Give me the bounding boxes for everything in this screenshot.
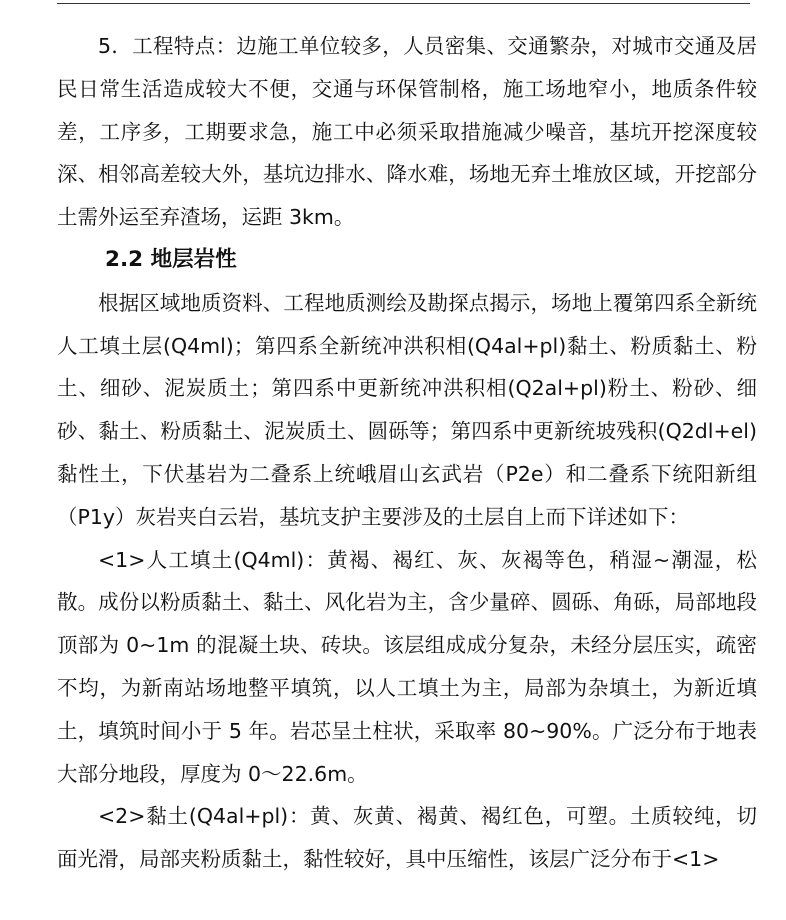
- paragraph-stratum-intro: 根据区域地质资料、工程地质测绘及勘探点揭示，场地上覆第四系全新统人工填土层(Q4ml)；第四系全新统冲洪积相(Q4al+pl)黏土、粉质黏土、粉土、细砂、泥炭质土；第四系中更新统冲洪积相(Q2al+pl)粉土、粉砂、细砂、黏土、粉质黏土、泥炭质土、圆砾等；第四系中更新统坡残积(Q2dl+el)黏性土，下伏基岩为二叠系上统峨眉山玄武岩（P2e）和二叠系下统阳新组（P1y）灰岩夹白云岩，基坑支护主要涉及的土层自上而下详述如下：: [57, 290, 757, 529]
- section-heading: 2.2 地层岩性: [105, 246, 237, 272]
- header-rule: [57, 3, 750, 4]
- paragraph-layer-2-clay: <2>黏土(Q4al+pl)：黄、灰黄、褐黄、褐红色，可塑。土质较纯，切面光滑，局部夹粉质黏土，黏性较好，具中压缩性，该层广泛分布于<1>: [57, 804, 757, 872]
- document-body: [57, 25, 757, 881]
- paragraph-engineering-features: 5．工程特点：边施工单位较多，人员密集、交通繁杂，对城市交通及居民日常生活造成较大不便，交通与环保管制格，施工场地窄小，地质条件较差，工序多，工期要求急，施工中必须采取措施减少噪音，基坑开挖深度较深、相邻高差较大外，基坑边排水、降水难，场地无弃土堆放区域，开挖部分土需外运至弃渣场，运距 3km。: [57, 34, 757, 230]
- paragraph-layer-1-fill: <1>人工填土(Q4ml)：黄褐、褐红、灰、灰褐等色，稍湿~潮湿，松散。成份以粉质黏土、黏土、风化岩为主，含少量碎、圆砾、角砾，局部地段顶部为 0~1m 的混凝土块、砖块。该层组成成分复杂，未经分层压实，疏密不均，为新南站场地整平填筑，以人工填土为主，局部为杂填土，为新近填土，填筑时间小于 5 年。岩芯呈土柱状，采取率 80~90%。广泛分布于地表大部分地段，厚度为 0～22.6m。: [57, 547, 757, 786]
